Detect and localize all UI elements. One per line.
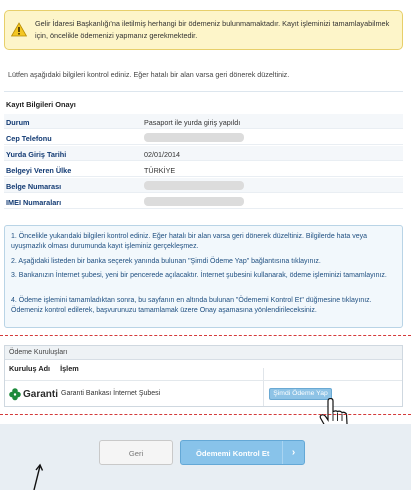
row-label: Yurda Giriş Tarihi	[6, 150, 67, 159]
chevron-right-icon: ›	[282, 441, 304, 464]
check-payment-label: Ödememi Kontrol Et	[196, 449, 270, 458]
record-row-issuing-country	[4, 162, 403, 177]
note-item: 1. Öncelikle yukarıdaki bilgileri kontrol ediniz. Eğer hatalı bir alan varsa geri dönerek düzeltiniz. Bilgilerde hata veya uyuşmazlık olması durumunda kayıt işleminiz gerçekleşmez.	[11, 233, 368, 250]
section-title: Kayıt Bilgileri Onayı	[6, 100, 76, 109]
row-label: Belgeyi Veren Ülke	[6, 166, 72, 175]
warning-icon	[11, 22, 27, 37]
row-label: Belge Numarası	[6, 182, 62, 191]
redacted-value	[144, 181, 244, 190]
row-label: IMEI Numaraları	[6, 198, 62, 207]
column-header-name: Kuruluş Adı	[9, 364, 51, 373]
garanti-logo	[9, 387, 58, 401]
pay-now-button[interactable]: Şimdi Ödeme Yap	[269, 388, 332, 400]
warning-alert	[4, 10, 403, 50]
highlight-divider-top	[0, 335, 411, 336]
note-item: 2. Aşağıdaki listeden bir banka seçerek yanında bulunan "Şimdi Ödeme Yap" bağlantısına tıklayınız.	[11, 258, 321, 265]
arrow-pointer-icon	[30, 463, 48, 490]
record-row-document-number	[4, 178, 403, 193]
redacted-value	[144, 133, 244, 142]
record-confirmation-section	[4, 91, 403, 216]
record-row-entry-date	[4, 146, 403, 161]
check-payment-button[interactable]	[180, 440, 305, 465]
row-value: TÜRKİYE	[144, 166, 176, 175]
note-item: 3. Bankanızın İnternet şubesi, yeni bir pencerede açılacaktır. İnternet şubesini kullanarak, ödeme işleminizi tamamlayınız.	[11, 272, 387, 279]
record-row-imei	[4, 194, 403, 209]
highlight-divider-bottom	[0, 414, 411, 415]
column-headers	[9, 364, 89, 373]
row-value: Pasaport ile yurda giriş yapıldı	[144, 118, 241, 127]
back-button[interactable]: Geri	[99, 440, 173, 465]
row-value: 02/01/2014	[144, 150, 180, 159]
instruction-text: Lütfen aşağıdaki bilgileri kontrol ediniz. Eğer hatalı bir alan varsa geri dönerek düzeltiniz.	[8, 70, 290, 79]
panel-header	[5, 346, 402, 360]
note-item: 4. Ödeme işlemini tamamladıktan sonra, bu sayfanın en altında bulunan "Ödememi Kontrol Et" düğmesine tıklayınız. Ödemeniz kontrol edilerek, başvurunuzu tamamlamak üzere Onay aşamasına yönlendirileceksiniz.	[11, 297, 372, 314]
instructions-notes	[4, 225, 403, 328]
footer-actions	[0, 424, 411, 490]
bank-name: Garanti Bankası İnternet Şubesi	[61, 390, 161, 397]
garanti-clover-icon	[9, 388, 21, 401]
warning-text: Gelir İdaresi Başkanlığı'na iletilmiş herhangi bir ödemeniz bulunmamaktadır. Kayıt işleminizi tamamlayabilmek için, öncelikle ödemenizi yapmanız gerekmektedir.	[35, 19, 390, 40]
bank-logo-text: Garanti	[23, 388, 59, 400]
panel-header-label: Ödeme Kuruluşları	[9, 349, 68, 356]
record-row-status	[4, 114, 403, 129]
record-row-phone	[4, 130, 403, 145]
row-label: Cep Telefonu	[6, 134, 52, 143]
column-header-action: İşlem	[60, 364, 79, 373]
row-label: Durum	[6, 118, 30, 127]
redacted-value	[144, 197, 244, 206]
